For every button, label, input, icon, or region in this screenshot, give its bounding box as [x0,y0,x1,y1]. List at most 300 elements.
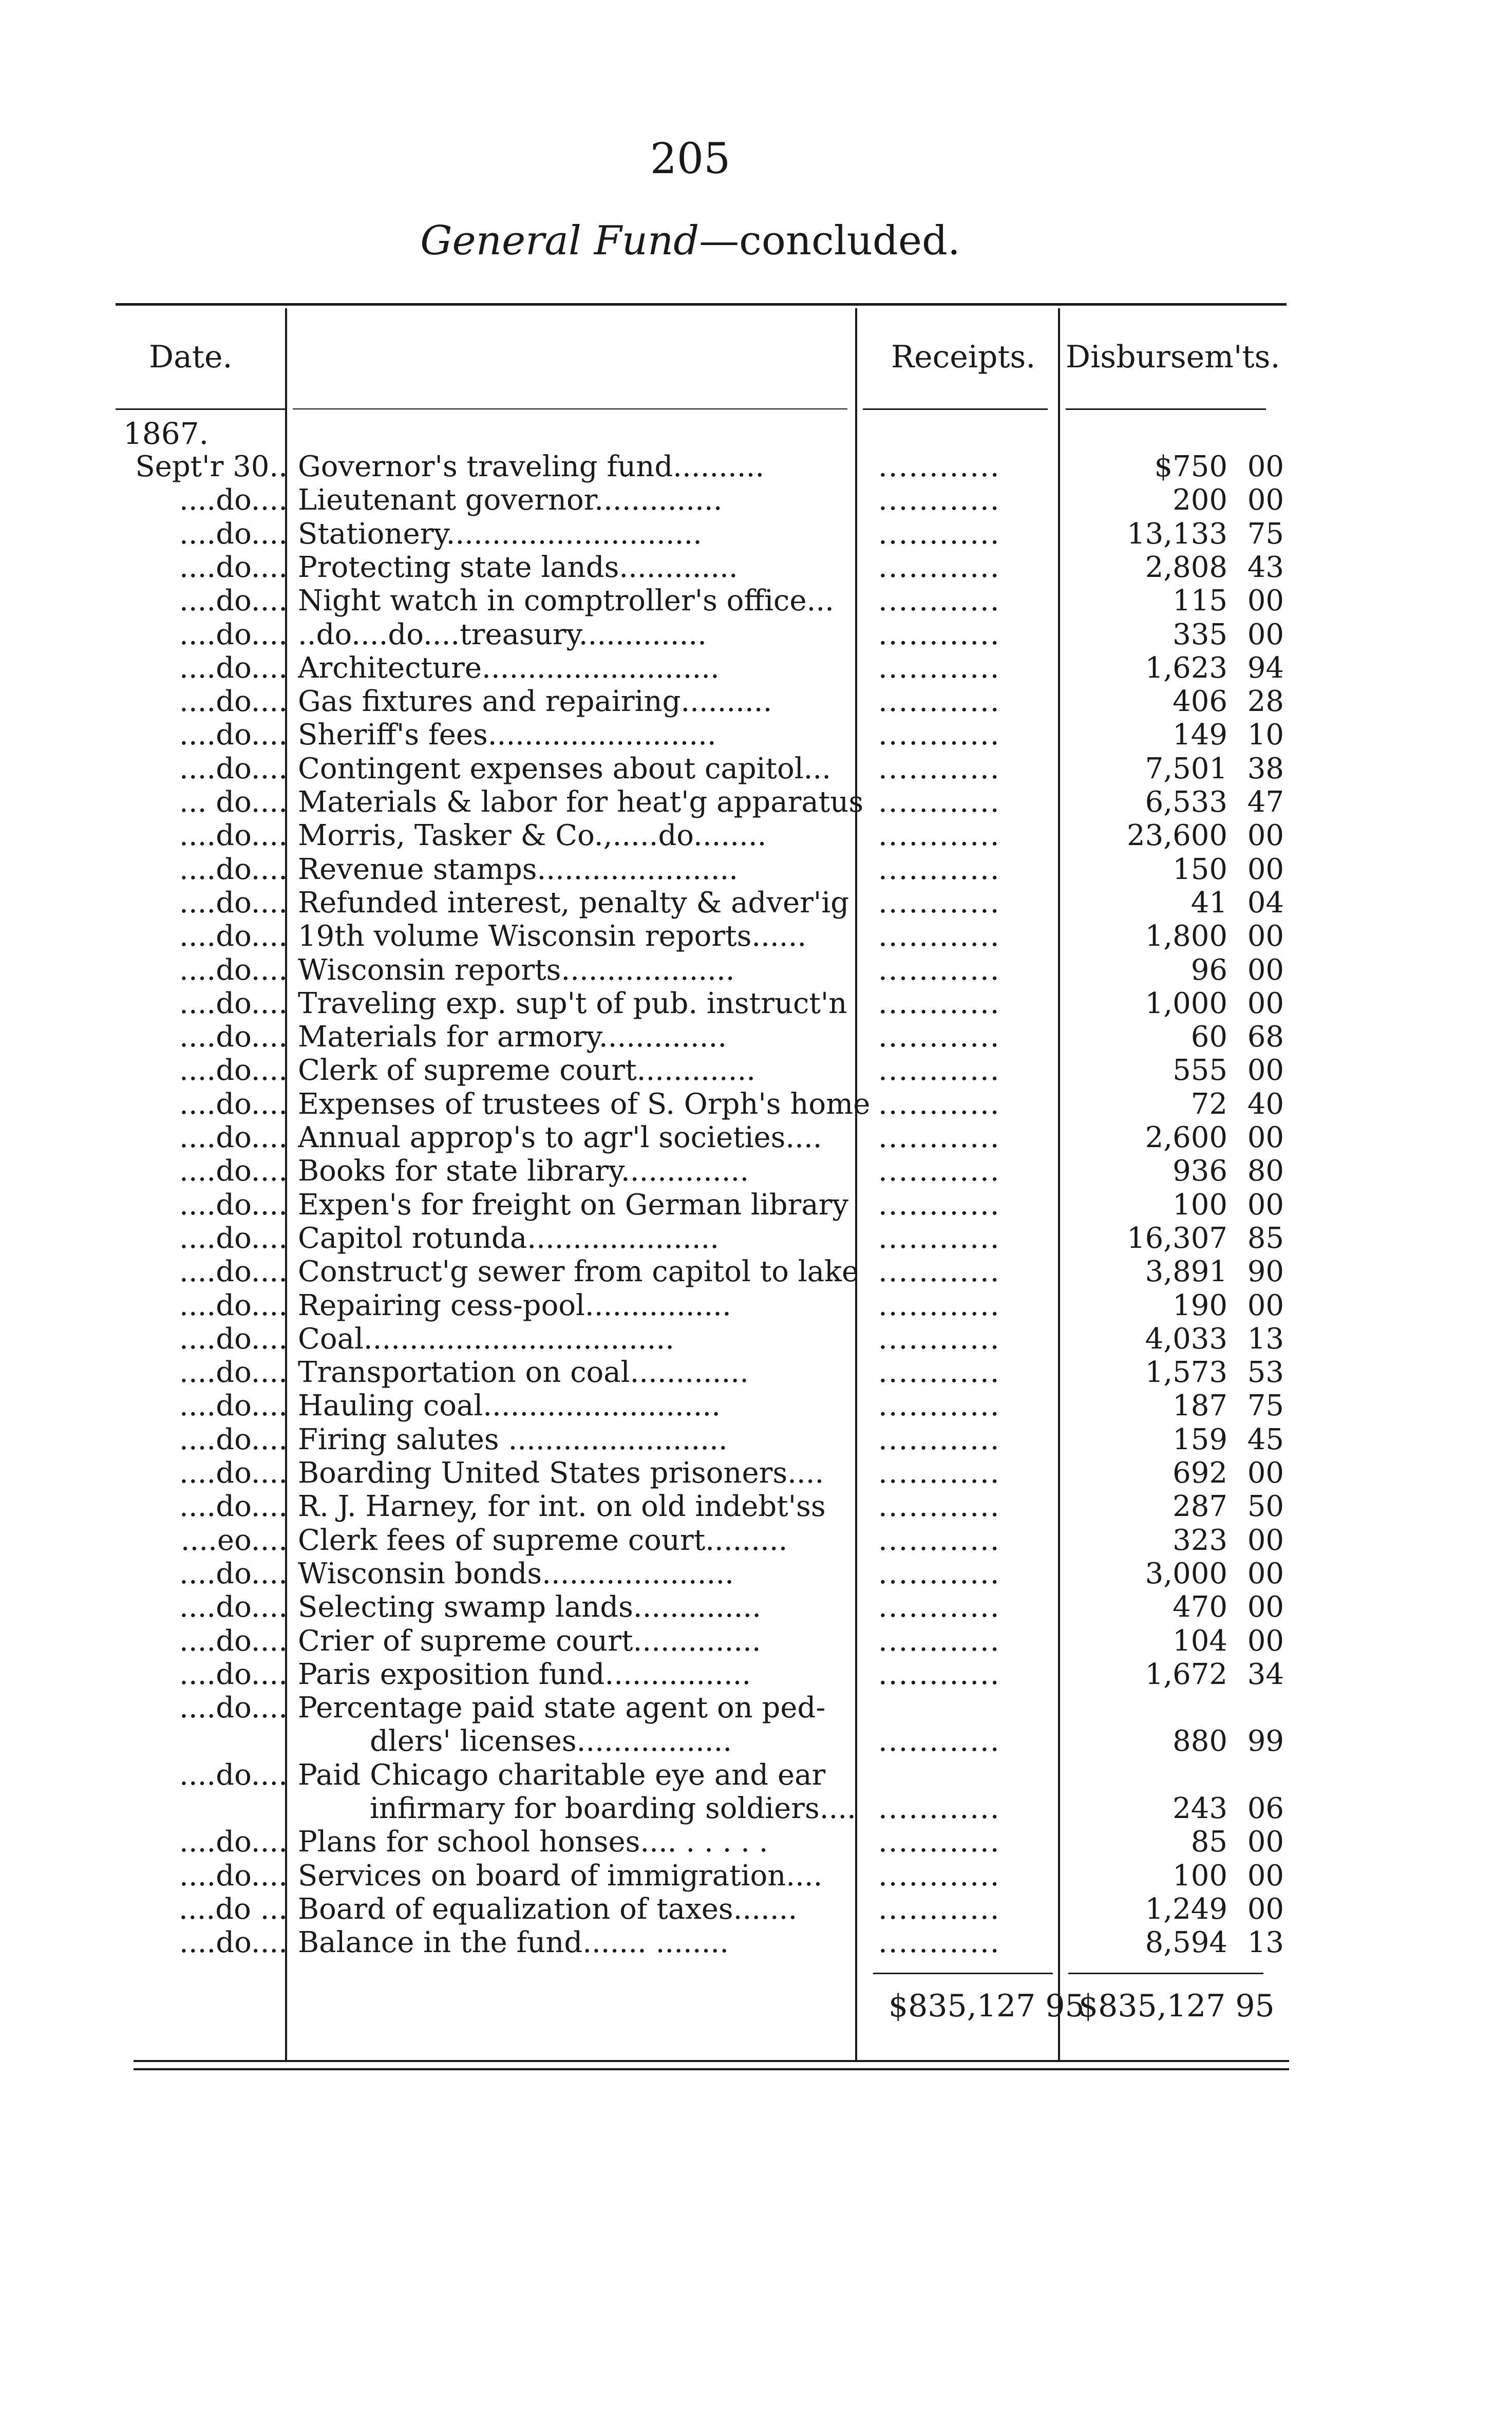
row-date: ....do.... [179,1054,288,1088]
row-disbursement [1079,1356,1294,1389]
row-date: ....do.... [179,1154,288,1188]
row-date: ....do.... [179,852,288,886]
row-date: ....do.... [179,1087,288,1121]
row-description [298,1490,976,1523]
row-date: ....do.... [179,651,288,685]
row-date: ....do.... [179,1657,288,1691]
row-disbursement [1079,1121,1294,1154]
row-description-text: Wisconsin bonds..................... [298,1557,734,1590]
row-receipts-leader: ............ [878,1892,1000,1926]
row-description-text: Percentage paid state agent on ped- [298,1691,826,1725]
row-description [298,1859,976,1893]
row-description [298,551,976,584]
row-cents: 75 [1247,1389,1284,1423]
row-cents: 99 [1247,1725,1284,1758]
row-description-text: Construct'g sewer from capitol to lake [298,1255,859,1289]
row-description [298,618,976,651]
table-row [113,987,1294,1020]
row-cents: 00 [1247,1590,1284,1624]
row-disbursement [1079,953,1294,987]
table-row [113,1658,1294,1691]
row-disbursement [1079,752,1294,785]
header-underline-receipts [863,408,1048,410]
row-cents: 50 [1247,1490,1284,1524]
row-cents: 00 [1247,1859,1284,1893]
row-date: ....do.... [179,1691,288,1725]
row-receipts-leader: ............ [878,1154,1000,1188]
row-dollars: 470 [1173,1590,1227,1624]
row-receipts-leader: ............ [878,1792,1000,1825]
row-dollars: 323 [1173,1523,1227,1557]
row-disbursement [1079,1725,1294,1758]
row-disbursement [1079,1691,1294,1725]
row-dollars: 335 [1173,617,1227,651]
row-dollars: 287 [1173,1490,1227,1524]
row-dollars: 200 [1173,483,1227,517]
row-receipts-leader: ............ [878,550,1000,584]
row-dollars: 555 [1173,1054,1227,1088]
row-dollars: 100 [1173,1188,1227,1222]
row-receipts-leader: ............ [878,1624,1000,1658]
table-row [113,1758,1294,1792]
row-cents: 43 [1247,550,1284,584]
row-description-text: Boarding United States prisoners.... [298,1456,824,1490]
row-date: ....do.... [179,819,288,853]
header-underline-date [116,408,285,410]
row-disbursement [1079,483,1294,517]
header-date: Date. [149,339,233,375]
row-date: ....do ... [179,1892,288,1926]
row-cents: 75 [1247,517,1284,551]
row-description [298,1825,976,1859]
row-dollars: 406 [1173,685,1227,719]
row-cents: 28 [1247,685,1284,719]
row-receipts-leader: ............ [878,852,1000,886]
table-row [113,819,1294,852]
row-cents: 38 [1247,752,1284,785]
row-dollars: 692 [1173,1456,1227,1490]
row-description [298,752,976,785]
row-description-text: Capitol rotunda..................... [298,1221,720,1255]
row-disbursement [1079,1658,1294,1691]
row-disbursement [1079,1456,1294,1490]
row-date: ... do.... [179,785,288,819]
row-description [298,1792,976,1825]
row-description-text: Repairing cess-pool................ [298,1288,731,1322]
row-cents: 00 [1247,920,1284,953]
row-receipts-leader: ............ [878,1657,1000,1691]
row-cents: 53 [1247,1356,1284,1390]
total-rule-disbursements [1068,1973,1263,1974]
row-date: ....do.... [179,1356,288,1390]
row-description-text: Lieutenant governor.............. [298,483,723,517]
row-receipts-leader: ............ [878,517,1000,551]
row-date: ....do.... [179,1825,288,1859]
row-date: ....do.... [179,1456,288,1490]
row-cents: 00 [1247,1892,1284,1926]
row-cents: 45 [1247,1422,1284,1456]
row-disbursement [1079,1088,1294,1121]
row-description [298,1154,976,1188]
row-description [298,718,976,752]
row-dollars: 3,000 [1145,1557,1227,1590]
row-description [298,886,976,920]
row-receipts-leader: ............ [878,1020,1000,1054]
row-dollars: 41 [1190,886,1227,920]
row-date: ....do.... [179,1926,288,1960]
total-receipts: $835,127 95 [889,1988,1085,2024]
table-row [113,1188,1294,1222]
row-date: ....do.... [179,1590,288,1624]
row-disbursement [1079,1758,1294,1792]
row-cents: 00 [1247,617,1284,651]
row-description-text: Revenue stamps...................... [298,852,739,886]
row-description-text: Coal.................................. [298,1322,675,1356]
row-description [298,819,976,852]
row-description [298,1020,976,1054]
row-receipts-leader: ............ [878,1422,1000,1456]
bottom-rule-upper [134,2060,1289,2062]
table-row [113,1289,1294,1322]
row-receipts-leader: ............ [878,986,1000,1020]
row-description [298,1524,976,1557]
row-description-text: Expenses of trustees of S. Orph's home [298,1087,871,1121]
row-description-text: Sheriff's fees......................... [298,718,716,752]
row-receipts-leader: ............ [878,685,1000,719]
row-date: ....do.... [179,1221,288,1255]
row-date: ....do.... [179,953,288,987]
row-dollars: 190 [1173,1288,1227,1322]
row-cents: 00 [1247,1825,1284,1859]
row-cents: 00 [1247,1456,1284,1490]
row-date: ....do.... [179,1188,288,1222]
row-description [298,953,976,987]
row-cents: 00 [1247,450,1284,483]
row-description [298,1289,976,1322]
row-description [298,450,976,483]
row-cents: 10 [1247,718,1284,752]
row-description [298,1389,976,1422]
row-dollars: 4,033 [1145,1322,1227,1356]
table-row [113,886,1294,920]
row-receipts-leader: ............ [878,1523,1000,1557]
row-description-text: Plans for school honses.... . . . . . [298,1825,768,1859]
table-row [113,1490,1294,1523]
table-row [113,1691,1294,1725]
row-disbursement [1079,920,1294,953]
row-receipts-leader: ............ [878,1859,1000,1893]
row-dollars: 159 [1173,1422,1227,1456]
table-row [113,1893,1294,1926]
row-date: ....do.... [179,1121,288,1154]
row-description-text: Wisconsin reports................... [298,953,735,987]
row-date: ....do.... [179,1255,288,1289]
row-description-text: Materials for armory.............. [298,1020,727,1054]
row-disbursement [1079,1322,1294,1356]
row-description-text: 19th volume Wisconsin reports...... [298,920,807,953]
row-description [298,987,976,1020]
row-date: ....do.... [179,1422,288,1456]
row-dollars: 85 [1190,1825,1227,1859]
row-disbursement [1079,1557,1294,1590]
row-dollars: $750 [1154,450,1227,483]
row-cents: 00 [1247,1624,1284,1658]
row-date: ....do.... [179,1624,288,1658]
row-description [298,517,976,551]
row-description-text: Clerk fees of supreme court......... [298,1523,788,1557]
table-row [113,1792,1294,1825]
row-dollars: 115 [1173,584,1227,618]
row-description [298,785,976,819]
row-description-text: Services on board of immigration.... [298,1859,823,1893]
row-receipts-leader: ............ [878,483,1000,517]
row-disbursement [1079,987,1294,1020]
row-dollars: 96 [1190,953,1227,987]
table-row [113,1154,1294,1188]
table-row [113,1054,1294,1087]
row-cents: 00 [1247,1288,1284,1322]
row-receipts-leader: ............ [878,785,1000,819]
row-disbursement [1079,718,1294,752]
row-disbursement [1079,886,1294,920]
row-disbursement [1079,1590,1294,1624]
row-receipts-leader: ............ [878,1557,1000,1590]
row-description-text: Contingent expenses about capitol... [298,752,831,785]
row-receipts-leader: ............ [878,1054,1000,1088]
table-row [113,1020,1294,1054]
page-number: 205 [650,135,731,183]
row-date: Sept'r 30.. [135,450,288,483]
table-row [113,1255,1294,1288]
row-disbursement [1079,651,1294,685]
row-cents: 47 [1247,785,1284,819]
row-cents: 00 [1247,584,1284,618]
row-description-text: Crier of supreme court.............. [298,1624,761,1658]
row-cents: 00 [1247,1523,1284,1557]
row-description-text: Morris, Tasker & Co.,.....do........ [298,819,767,853]
row-description-text: R. J. Harney, for int. on old indebt'ss [298,1490,826,1524]
row-disbursement [1079,819,1294,852]
row-description-text: Annual approp's to agr'l societies.... [298,1121,822,1154]
row-cents: 00 [1247,1121,1284,1154]
row-description-text: dlers' licenses................. [370,1725,732,1758]
row-dollars: 100 [1173,1859,1227,1893]
row-receipts-leader: ............ [878,1725,1000,1758]
row-receipts-leader: ............ [878,450,1000,483]
row-dollars: 1,672 [1145,1657,1227,1691]
row-description [298,1691,976,1725]
row-date: ....do.... [179,920,288,953]
table-row [113,1121,1294,1154]
row-receipts-leader: ............ [878,1221,1000,1255]
row-cents: 04 [1247,886,1284,920]
row-description [298,1222,976,1255]
row-description-text: Stationery............................ [298,517,702,551]
row-receipts-leader: ............ [878,1490,1000,1524]
row-description [298,853,976,886]
row-date: ....do.... [179,584,288,618]
row-disbursement [1079,685,1294,718]
row-description-text: Firing salutes ........................ [298,1422,728,1456]
row-disbursement [1079,785,1294,819]
row-description [298,1624,976,1658]
row-disbursement [1079,450,1294,483]
row-dollars: 23,600 [1127,819,1227,853]
row-dollars: 2,600 [1145,1121,1227,1154]
row-description [298,1121,976,1154]
row-disbursement [1079,1289,1294,1322]
row-dollars: 150 [1173,852,1227,886]
row-dollars: 3,891 [1145,1255,1227,1289]
row-receipts-leader: ............ [878,617,1000,651]
row-dollars: 1,800 [1145,920,1227,953]
row-description [298,1758,976,1792]
row-description [298,584,976,617]
row-receipts-leader: ............ [878,1255,1000,1289]
row-disbursement [1079,551,1294,584]
row-description-text: Governor's traveling fund.......... [298,450,765,483]
table-row [113,1926,1294,1959]
table-row [113,551,1294,584]
row-cents: 68 [1247,1020,1284,1054]
row-disbursement [1079,517,1294,551]
table-row [113,450,1294,483]
row-description [298,1557,976,1590]
row-date: ....do.... [179,1557,288,1590]
table-row [113,752,1294,785]
row-date: ....eo.... [180,1523,288,1557]
row-receipts-leader: ............ [878,1288,1000,1322]
row-receipts-leader: ............ [878,718,1000,752]
table-row [113,1825,1294,1859]
row-date: ....do.... [179,483,288,517]
row-receipts-leader: ............ [878,1356,1000,1390]
row-cents: 13 [1247,1322,1284,1356]
row-description [298,1590,976,1624]
row-description-text: Protecting state lands............. [298,550,738,584]
row-description [298,1255,976,1288]
row-description-text: Paid Chicago charitable eye and ear [298,1758,826,1792]
row-dollars: 1,000 [1145,986,1227,1020]
row-cents: 90 [1247,1255,1284,1289]
row-date: ....do.... [179,1490,288,1524]
table-row [113,785,1294,819]
row-description [298,685,976,718]
row-disbursement [1079,1020,1294,1054]
row-disbursement [1079,1825,1294,1859]
row-dollars: 8,594 [1145,1926,1227,1960]
row-receipts-leader: ............ [878,1389,1000,1423]
row-description [298,1456,976,1490]
row-disbursement [1079,1222,1294,1255]
row-cents: 00 [1247,953,1284,987]
row-receipts-leader: ............ [878,1590,1000,1624]
row-receipts-leader: ............ [878,1121,1000,1154]
row-description [298,1926,976,1959]
title-fund-name: General Fund [420,218,700,264]
row-receipts-leader: ............ [878,584,1000,618]
row-receipts-leader: ............ [878,1322,1000,1356]
table-row [113,920,1294,953]
row-description [298,483,976,517]
table-row [113,1456,1294,1490]
table-row [113,1356,1294,1389]
row-cents: 00 [1247,986,1284,1020]
row-cents: 94 [1247,651,1284,685]
row-dollars: 1,573 [1145,1356,1227,1390]
row-description-text: Clerk of supreme court............. [298,1054,756,1088]
table-row [113,584,1294,617]
row-receipts-leader: ............ [878,1188,1000,1222]
row-description [298,1088,976,1121]
table-row [113,483,1294,517]
table-row [113,1624,1294,1658]
table-row [113,1524,1294,1557]
row-date: ....do.... [179,1288,288,1322]
title-suffix: —concluded. [699,218,960,264]
row-description-text: Architecture.......................... [298,651,720,685]
table-row [113,1322,1294,1356]
row-disbursement [1079,1188,1294,1222]
row-disbursement [1079,1926,1294,1959]
row-description-text: Gas fixtures and repairing.......... [298,685,772,719]
table-row [113,1557,1294,1590]
row-disbursement [1079,1624,1294,1658]
row-description [298,1893,976,1926]
row-disbursement [1079,584,1294,617]
top-rule [116,303,1287,306]
row-description-text: Paris exposition fund................ [298,1657,751,1691]
row-cents: 80 [1247,1154,1284,1188]
table-row [113,651,1294,685]
row-disbursement [1079,1524,1294,1557]
row-date: ....do.... [179,517,288,551]
row-receipts-leader: ............ [878,920,1000,953]
table-row [113,718,1294,752]
row-description-text: Hauling coal.......................... [298,1389,721,1423]
row-description-text: Board of equalization of taxes....... [298,1892,798,1926]
row-cents: 85 [1247,1221,1284,1255]
row-date: ....do.... [179,752,288,785]
row-receipts-leader: ............ [878,1926,1000,1960]
table-row [113,953,1294,987]
row-disbursement [1079,1490,1294,1523]
row-date: ....do.... [179,685,288,719]
row-cents: 00 [1247,1054,1284,1088]
table-row [113,1088,1294,1121]
row-receipts-leader: ............ [878,1825,1000,1859]
row-disbursement [1079,1255,1294,1288]
row-receipts-leader: ............ [878,1087,1000,1121]
row-dollars: 13,133 [1127,517,1227,551]
row-dollars: 72 [1190,1087,1227,1121]
row-dollars: 1,623 [1145,651,1227,685]
row-dollars: 187 [1173,1389,1227,1423]
row-disbursement [1079,853,1294,886]
total-rule-receipts [873,1973,1053,1974]
row-description-text: Transportation on coal............. [298,1356,749,1390]
row-dollars: 243 [1173,1792,1227,1825]
row-cents: 06 [1247,1792,1284,1825]
row-disbursement [1079,1389,1294,1422]
row-date: ....do.... [179,1859,288,1893]
row-cents: 00 [1247,819,1284,853]
row-cents: 00 [1247,852,1284,886]
header-underline-disbursements [1066,408,1266,410]
row-description [298,1423,976,1456]
row-receipts-leader: ............ [878,752,1000,785]
row-cents: 40 [1247,1087,1284,1121]
